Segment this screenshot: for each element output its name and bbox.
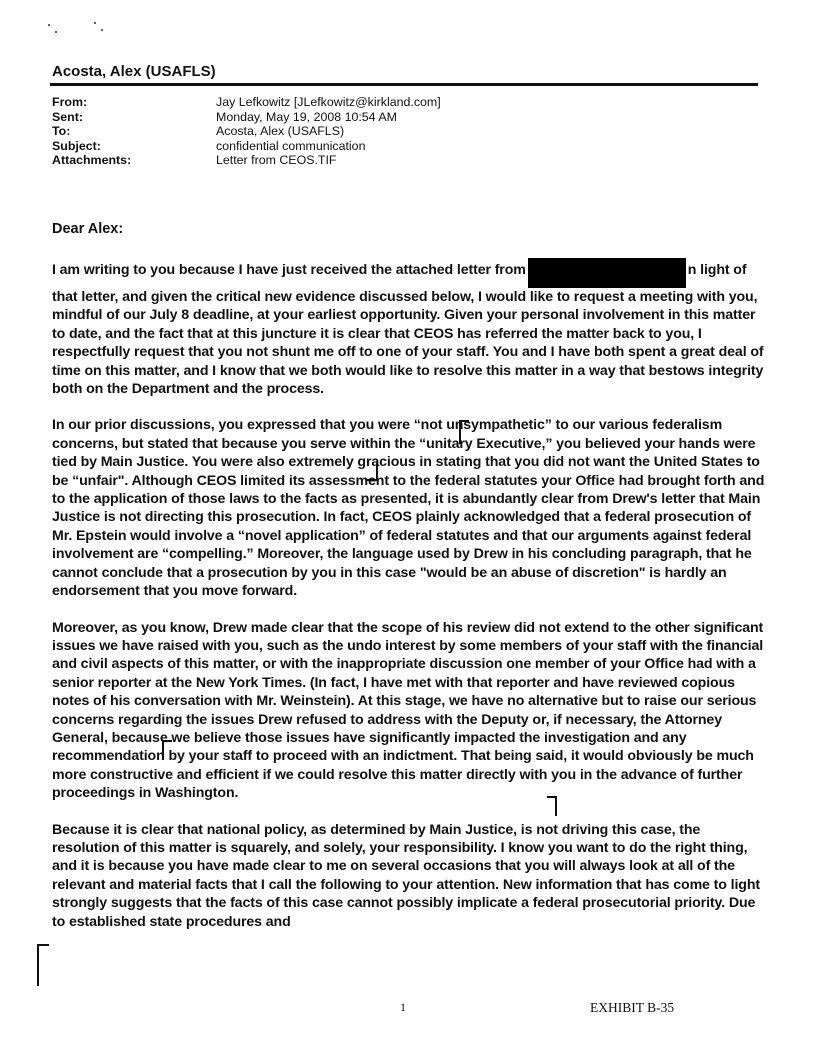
attachments-label: Attachments: [52, 153, 132, 168]
scan-speck [94, 22, 96, 24]
subject-label: Subject: [52, 138, 101, 153]
redaction-block [528, 258, 686, 288]
from-value: Jay Lefkowitz [JLefkowitz@kirkland.com] [216, 95, 441, 109]
handwritten-bracket [37, 944, 49, 986]
sent-row [52, 110, 441, 125]
subject-value: confidential communication [216, 138, 366, 153]
scan-speck [55, 31, 57, 33]
paragraph-1-rest: n light of that letter, and given the critical new evidence discussed below, I would like to request a meeting with you, mindful of our July 8 deadline, at your earliest opportunity. Given your personal involvement in this matter to date, and the fact that at this juncture it is clear that CEOS has referred the matter back to you, I respectfully request that you not shunt me off to one of your staff. You and I have both spent a great deal of time on this matter, and I know that we both would like to resolve this matter in a way that bestows integrity both on the Department and the process. [52, 262, 764, 398]
to-row [52, 124, 441, 139]
paragraph-2: In our prior discussions, you expressed that you were “not unsympathetic” to our various federalism concerns, but stated that because you serve within the “unitary Executive,” you believed your hands were tied by Main Justice. You were also extremely gracious in stating that you did not want the United States to be “unfair". Although CEOS limited its assessment to the federal statutes your Office had brought forth and to the application of those laws to the facts as presented, it is abundantly clear from Drew's letter that Main Justice is not directing this prosecution. In fact, CEOS plainly acknowledged that a federal prosecution of Mr. Epstein would involve a “novel application” of federal statutes and that our arguments against federal involvement are “compelling.” Moreover, the language used by Drew in his concluding paragraph, that he cannot conclude that a prosecution by you in this case "would be an abuse of discretion" is hardly an endorsement that you move forward. [52, 417, 765, 600]
header-rule [50, 83, 758, 86]
handwritten-bracket [366, 463, 378, 481]
letter-greeting: Dear Alex: [52, 221, 124, 237]
subject-row [52, 139, 441, 154]
paragraph-3: Moreover, as you know, Drew made clear that the scope of his review did not extend to the other significant issues we have raised with you, such as the undo interest by some members of your staff with the financial and civil aspects of this matter, or with the inappropriate discussion one member of your Office had with a senior reporter at the New York Times. (In fact, I have met with that reporter and have reviewed copious notes of his conversation with Mr. Weinstein). At this stage, we have no alternative but to raise our serious concerns regarding the issues Drew refused to address with the Deputy or, if necessary, the Attorney General, because we believe those issues have significantly impacted the investigation and any recommendation by your staff to proceed with an indictment. That being said, it would obviously be much more constructive and efficient if we could resolve this matter directly with you in the advance of further proceedings in Washington. [52, 619, 764, 802]
to-value: Acosta, Alex (USAFLS) [216, 124, 345, 139]
scan-speck [48, 24, 50, 26]
attachments-row [52, 153, 441, 168]
handwritten-bracket [547, 796, 557, 816]
sent-value: Monday, May 19, 2008 10:54 AM [216, 109, 397, 124]
email-header-fields [52, 95, 441, 168]
from-row [52, 95, 441, 110]
paragraph-1 [52, 258, 768, 398]
paragraph-4: Because it is clear that national policy, as determined by Main Justice, is not driving this case, the resolution of this matter is squarely, and solely, your responsibility. I know you want to do the right thing, and it is because you have made clear to me on several occasions that you will always look at all of the relevant and material facts that I call the following to your attention. New information that has come to light strongly suggests that the facts of this case cannot possibly implicate a federal prosecutorial priority. Due to established state procedures and [52, 821, 760, 930]
page-number: 1 [400, 1000, 406, 1014]
scan-speck [101, 29, 103, 31]
handwritten-bracket [162, 740, 172, 760]
to-label: To: [52, 124, 71, 139]
sent-label: Sent: [52, 109, 83, 124]
letter-body [52, 258, 768, 949]
paragraph-1-lead: I am writing to you because I have just received the attached letter from [52, 262, 526, 278]
exhibit-label: EXHIBIT B-35 [590, 1000, 675, 1015]
attachments-value: Letter from CEOS.TIF [216, 153, 337, 168]
handwritten-bracket [459, 420, 469, 444]
from-label: From: [52, 95, 88, 109]
mailbox-owner-title: Acosta, Alex (USAFLS) [52, 63, 216, 80]
